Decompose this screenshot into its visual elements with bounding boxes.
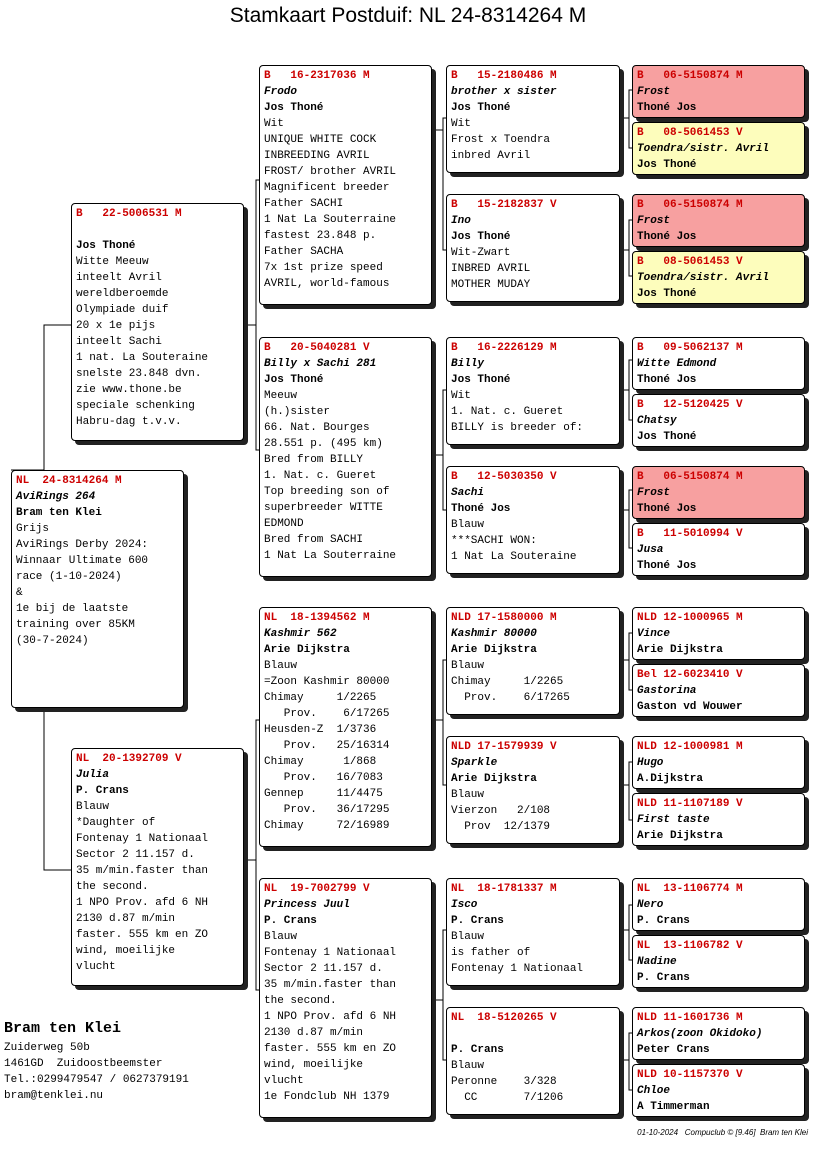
detail-line: wind, moeilijke [76,945,176,957]
detail-line: Wit [264,118,284,130]
detail-line: Prov. 16/7083 [264,772,383,784]
breeder-name: Jos Thoné [76,240,136,252]
ring-number: NL 13-1106782 V [637,940,743,952]
ring-number: B 20-5040281 V [264,342,370,354]
pigeon-card-mfm[interactable] [446,736,620,844]
ring-number: B 06-5150874 M [637,199,743,211]
pigeon-name: Nero [637,899,664,911]
detail-line: BILLY is breeder of: [451,422,584,434]
detail-line: Blauw [264,931,298,943]
detail-line: Sector 2 11.157 d. [264,963,383,975]
pigeon-card-g5-6[interactable] [632,394,805,447]
pigeon-name: Sparkle [451,757,498,769]
ring-number: NLD 10-1157370 V [637,1069,743,1081]
detail-line: Blauw [451,789,485,801]
ring-number: B 08-5061453 V [637,256,743,268]
detail-line: Vierzon 2/108 [451,805,551,817]
breeder-name: Thoné Jos [637,503,697,515]
detail-line: 66. Nat. Bourges [264,422,370,434]
pigeon-name: Chatsy [637,415,677,427]
detail-line: 2130 d.87 m/min [264,1027,364,1039]
detail-line: *Daughter of [76,817,156,829]
detail-line: Chimay 1/2265 [451,676,564,688]
detail-line: speciale schenking [76,400,195,412]
ring-number: NLD 11-1601736 M [637,1012,743,1024]
pigeon-name: Kashmir 562 [264,628,337,640]
detail-line: vlucht [264,1075,304,1087]
detail-line: wereldberoemde [76,288,169,300]
detail-line: Chimay 1/868 [264,756,377,768]
detail-line: INBRED AVRIL [451,263,531,275]
detail-line: Meeuw [264,390,298,402]
detail-line: faster. 555 km en ZO [264,1043,397,1055]
ring-number: NL 18-1394562 M [264,612,370,624]
detail-line: Winnaar Ultimate 600 [16,555,149,567]
detail-line: Father SACHI [264,198,344,210]
pigeon-card-g5-3[interactable] [632,194,805,247]
breeder-name: Jos Thoné [264,374,324,386]
ring-number: NL 18-5120265 V [451,1012,557,1024]
detail-line: MOTHER MUDAY [451,279,531,291]
detail-line: race (1-10-2024) [16,571,122,583]
detail-line: Prov 12/1379 [451,821,551,833]
pigeon-card-g5-15[interactable] [632,1007,805,1060]
ring-number: B 16-2317036 M [264,70,370,82]
detail-line: 1 NPO Prov. afd 6 NH [76,897,209,909]
pigeon-name: brother x sister [451,86,557,98]
pigeon-card-mmf[interactable] [446,878,620,986]
pigeon-card-mother-father[interactable] [259,607,432,847]
footer-credits: 01-10-2024 Compuclub © [9.46] Bram ten Klei [637,1128,808,1137]
pigeon-name: Hugo [637,757,664,769]
detail-line: 35 m/min.faster than [264,979,397,991]
pigeon-name: Gastorina [637,685,697,697]
detail-line: INBREEDING AVRIL [264,150,370,162]
pigeon-card-father-mother[interactable] [259,337,432,577]
breeder-name: P. Crans [637,972,690,984]
owner-address: Zuiderweg 50b [4,1042,90,1054]
detail-line: ***SACHI WON: [451,535,537,547]
detail-line: 1 Nat La Souteraine [451,551,577,563]
breeder-name: P. Crans [76,785,129,797]
detail-line: EDMOND [264,518,304,530]
breeder-name: Jos Thoné [637,431,697,443]
detail-line: 1. Nat. c. Gueret [264,470,377,482]
ring-number: B 15-2182837 V [451,199,557,211]
ring-number: B 06-5150874 M [637,70,743,82]
ring-number: B 09-5062137 M [637,342,743,354]
ring-number: NLD 17-1580000 M [451,612,557,624]
detail-line: is father of [451,947,531,959]
pigeon-name: Frost [637,86,671,98]
ring-number: B 08-5061453 V [637,127,743,139]
detail-line: Sector 2 11.157 d. [76,849,195,861]
ring-number: NLD 12-1000981 M [637,741,743,753]
ring-number: NL 18-1781337 M [451,883,557,895]
pigeon-card-ffm[interactable] [446,194,620,302]
pigeon-name: Julia [76,769,110,781]
breeder-name: Jos Thoné [451,374,511,386]
detail-line: the second. [76,881,149,893]
detail-line: Bred from SACHI [264,534,364,546]
detail-line: 1 nat. La Souteraine [76,352,209,364]
detail-line: Wit [451,390,471,402]
breeder-name: P. Crans [451,1044,504,1056]
ring-number: NLD 11-1107189 V [637,798,743,810]
detail-line: 35 m/min.faster than [76,865,209,877]
detail-line: Wit [451,118,471,130]
pigeon-name: Frost [637,487,671,499]
pigeon-name: Sachi [451,487,485,499]
breeder-name: P. Crans [451,915,504,927]
pigeon-card-g5-4[interactable] [632,251,805,304]
owner-info [4,1018,189,1104]
breeder-name: Jos Thoné [637,159,697,171]
detail-line: Chimay 72/16989 [264,820,390,832]
detail-line: 1 Nat La Souterraine [264,214,397,226]
detail-line: Blauw [451,519,485,531]
breeder-name: Jos Thoné [264,102,324,114]
detail-line: Grijs [16,523,50,535]
detail-line: Prov. 25/16314 [264,740,390,752]
ring-number: Bel 12-6023410 V [637,669,743,681]
detail-line: inteelt Avril [76,272,162,284]
detail-line: 1. Nat. c. Gueret [451,406,564,418]
breeder-name: Jos Thoné [451,102,511,114]
detail-line: Blauw [264,660,298,672]
breeder-name: Arie Dijkstra [637,830,723,842]
ring-number: NL 20-1392709 V [76,753,182,765]
ring-number: NLD 12-1000965 M [637,612,743,624]
detail-line: (h.)sister [264,406,331,418]
pigeon-card-mother[interactable] [71,748,244,986]
pigeon-name: Witte Edmond [637,358,717,370]
breeder-name: A Timmerman [637,1101,710,1113]
detail-line: (30-7-2024) [16,635,89,647]
detail-line: 1e Fondclub NH 1379 [264,1091,390,1103]
detail-line: Wit-Zwart [451,247,511,259]
breeder-name: Thoné Jos [637,102,697,114]
ring-number: B 15-2180486 M [451,70,557,82]
detail-line: wind, moeilijke [264,1059,364,1071]
breeder-name: Thoné Jos [637,560,697,572]
detail-line: AviRings Derby 2024: [16,539,149,551]
detail-line: Prov. 6/17265 [264,708,390,720]
detail-line: 28.551 p. (495 km) [264,438,383,450]
breeder-name: Jos Thoné [451,231,511,243]
breeder-name: Peter Crans [637,1044,710,1056]
ring-number: NLD 17-1579939 V [451,741,557,753]
pigeon-card-mmm[interactable] [446,1007,620,1115]
detail-line: Witte Meeuw [76,256,149,268]
pigeon-name [76,222,239,238]
pigeon-name: Kashmir 80000 [451,628,537,640]
detail-line: Magnificent breeder [264,182,390,194]
detail-line: Peronne 3/328 [451,1076,557,1088]
detail-line: CC 7/1206 [451,1092,564,1104]
detail-line: 1e bij de laatste [16,603,129,615]
detail-line: Chimay 1/2265 [264,692,377,704]
detail-line: the second. [264,995,337,1007]
detail-line: Father SACHA [264,246,344,258]
breeder-name: Arie Dijkstra [264,644,350,656]
detail-line: training over 85KM [16,619,135,631]
pigeon-name: Ino [451,215,471,227]
detail-line: Frost x Toendra [451,134,551,146]
pigeon-card-g5-11[interactable] [632,736,805,789]
detail-line: 1 Nat La Souterraine [264,550,397,562]
pigeon-name: Princess Juul [264,899,350,911]
pigeon-name [451,1026,615,1042]
detail-line: inbred Avril [451,150,531,162]
pigeon-name: Chloe [637,1085,671,1097]
pigeon-card-g5-7[interactable] [632,466,805,519]
detail-line: FROST/ brother AVRIL [264,166,397,178]
breeder-name: Thoné Jos [451,503,511,515]
breeder-name: Thoné Jos [637,231,697,243]
pigeon-card-fmf[interactable] [446,337,620,445]
pigeon-card-g5-8[interactable] [632,523,805,576]
detail-line: faster. 555 km en ZO [76,929,209,941]
detail-line: 7x 1st prize speed [264,262,383,274]
pigeon-card-father[interactable] [71,203,244,441]
detail-line: vlucht [76,961,116,973]
ring-number: NL 13-1106774 M [637,883,743,895]
owner-name: Bram ten Klei [4,1020,122,1037]
ring-number: NL 24-8314264 M [16,475,122,487]
pigeon-name: Arkos(zoon Okidoko) [637,1028,763,1040]
detail-line: Prov. 6/17265 [451,692,570,704]
detail-line: AVRIL, world-famous [264,278,390,290]
pigeon-name: Vince [637,628,671,640]
pigeon-card-fmm[interactable] [446,466,620,574]
pigeon-card-mother-mother[interactable] [259,878,432,1118]
detail-line: superbreeder WITTE [264,502,383,514]
breeder-name: Jos Thoné [637,288,697,300]
pigeon-name: Frodo [264,86,298,98]
detail-line: zie www.thone.be [76,384,182,396]
pigeon-card-g5-13[interactable] [632,878,805,931]
detail-line: UNIQUE WHITE COCK [264,134,377,146]
breeder-name: P. Crans [637,915,690,927]
detail-line: fastest 23.848 p. [264,230,377,242]
pigeon-name: First taste [637,814,710,826]
detail-line: Habru-dag t.v.v. [76,416,182,428]
breeder-name: A.Dijkstra [637,773,704,785]
pigeon-card-subject[interactable] [11,470,184,708]
pigeon-name: Nadine [637,956,677,968]
pigeon-card-g5-5[interactable] [632,337,805,390]
pigeon-name: Isco [451,899,478,911]
detail-line: inteelt Sachi [76,336,162,348]
pigeon-name: Billy [451,358,485,370]
ring-number: B 12-5120425 V [637,399,743,411]
detail-line: Blauw [76,801,110,813]
detail-line: =Zoon Kashmir 80000 [264,676,390,688]
pigeon-card-father-father[interactable] [259,65,432,305]
pigeon-name: AviRings 264 [16,491,96,503]
pigeon-name: Toendra/sistr. Avril [637,143,770,155]
breeder-name: Gaston vd Wouwer [637,701,743,713]
pigeon-card-g5-1[interactable] [632,65,805,118]
breeder-name: P. Crans [264,915,317,927]
detail-line: Prov. 36/17295 [264,804,390,816]
owner-email[interactable]: bram@tenklei.nu [4,1090,104,1102]
detail-line: snelste 23.848 dvn. [76,368,202,380]
ring-number: B 22-5006531 M [76,208,182,220]
detail-line: Blauw [451,1060,485,1072]
detail-line: Bred from BILLY [264,454,364,466]
owner-phone: Tel.:0299479547 / 0627379191 [4,1074,189,1086]
page-title: Stamkaart Postduif: NL 24-8314264 M [229,4,587,27]
pigeon-card-g5-2[interactable] [632,122,805,175]
pigeon-name: Toendra/sistr. Avril [637,272,770,284]
ring-number: B 12-5030350 V [451,471,557,483]
breeder-name: Bram ten Klei [16,507,102,519]
ring-number: B 06-5150874 M [637,471,743,483]
pigeon-card-g5-9[interactable] [632,607,805,660]
breeder-name: Arie Dijkstra [451,773,537,785]
owner-city: 1461GD Zuidoostbeemster [4,1058,163,1070]
detail-line: Heusden-Z 1/3736 [264,724,377,736]
pigeon-name: Billy x Sachi 281 [264,358,377,370]
breeder-name: Thoné Jos [637,374,697,386]
detail-line: Fontenay 1 Nationaal [451,963,584,975]
pigeon-card-g5-14[interactable] [632,935,805,988]
pigeon-card-g5-16[interactable] [632,1064,805,1117]
pigeon-card-g5-12[interactable] [632,793,805,846]
detail-line: & [16,587,23,599]
pigeon-card-mff[interactable] [446,607,620,715]
detail-line: 2130 d.87 m/min [76,913,176,925]
ring-number: B 11-5010994 V [637,528,743,540]
pigeon-card-g5-10[interactable] [632,664,805,717]
detail-line: Top breeding son of [264,486,390,498]
pigeon-card-fff[interactable] [446,65,620,173]
ring-number: B 16-2226129 M [451,342,557,354]
detail-line: Blauw [451,931,485,943]
detail-line: Olympiade duif [76,304,169,316]
detail-line: 20 x 1e pijs [76,320,156,332]
detail-line: Blauw [451,660,485,672]
breeder-name: Arie Dijkstra [451,644,537,656]
detail-line: 1 NPO Prov. afd 6 NH [264,1011,397,1023]
ring-number: NL 19-7002799 V [264,883,370,895]
pigeon-name: Jusa [637,544,664,556]
detail-line: Fontenay 1 Nationaal [76,833,209,845]
detail-line: Gennep 11/4475 [264,788,383,800]
detail-line: Fontenay 1 Nationaal [264,947,397,959]
breeder-name: Arie Dijkstra [637,644,723,656]
pigeon-name: Frost [637,215,671,227]
